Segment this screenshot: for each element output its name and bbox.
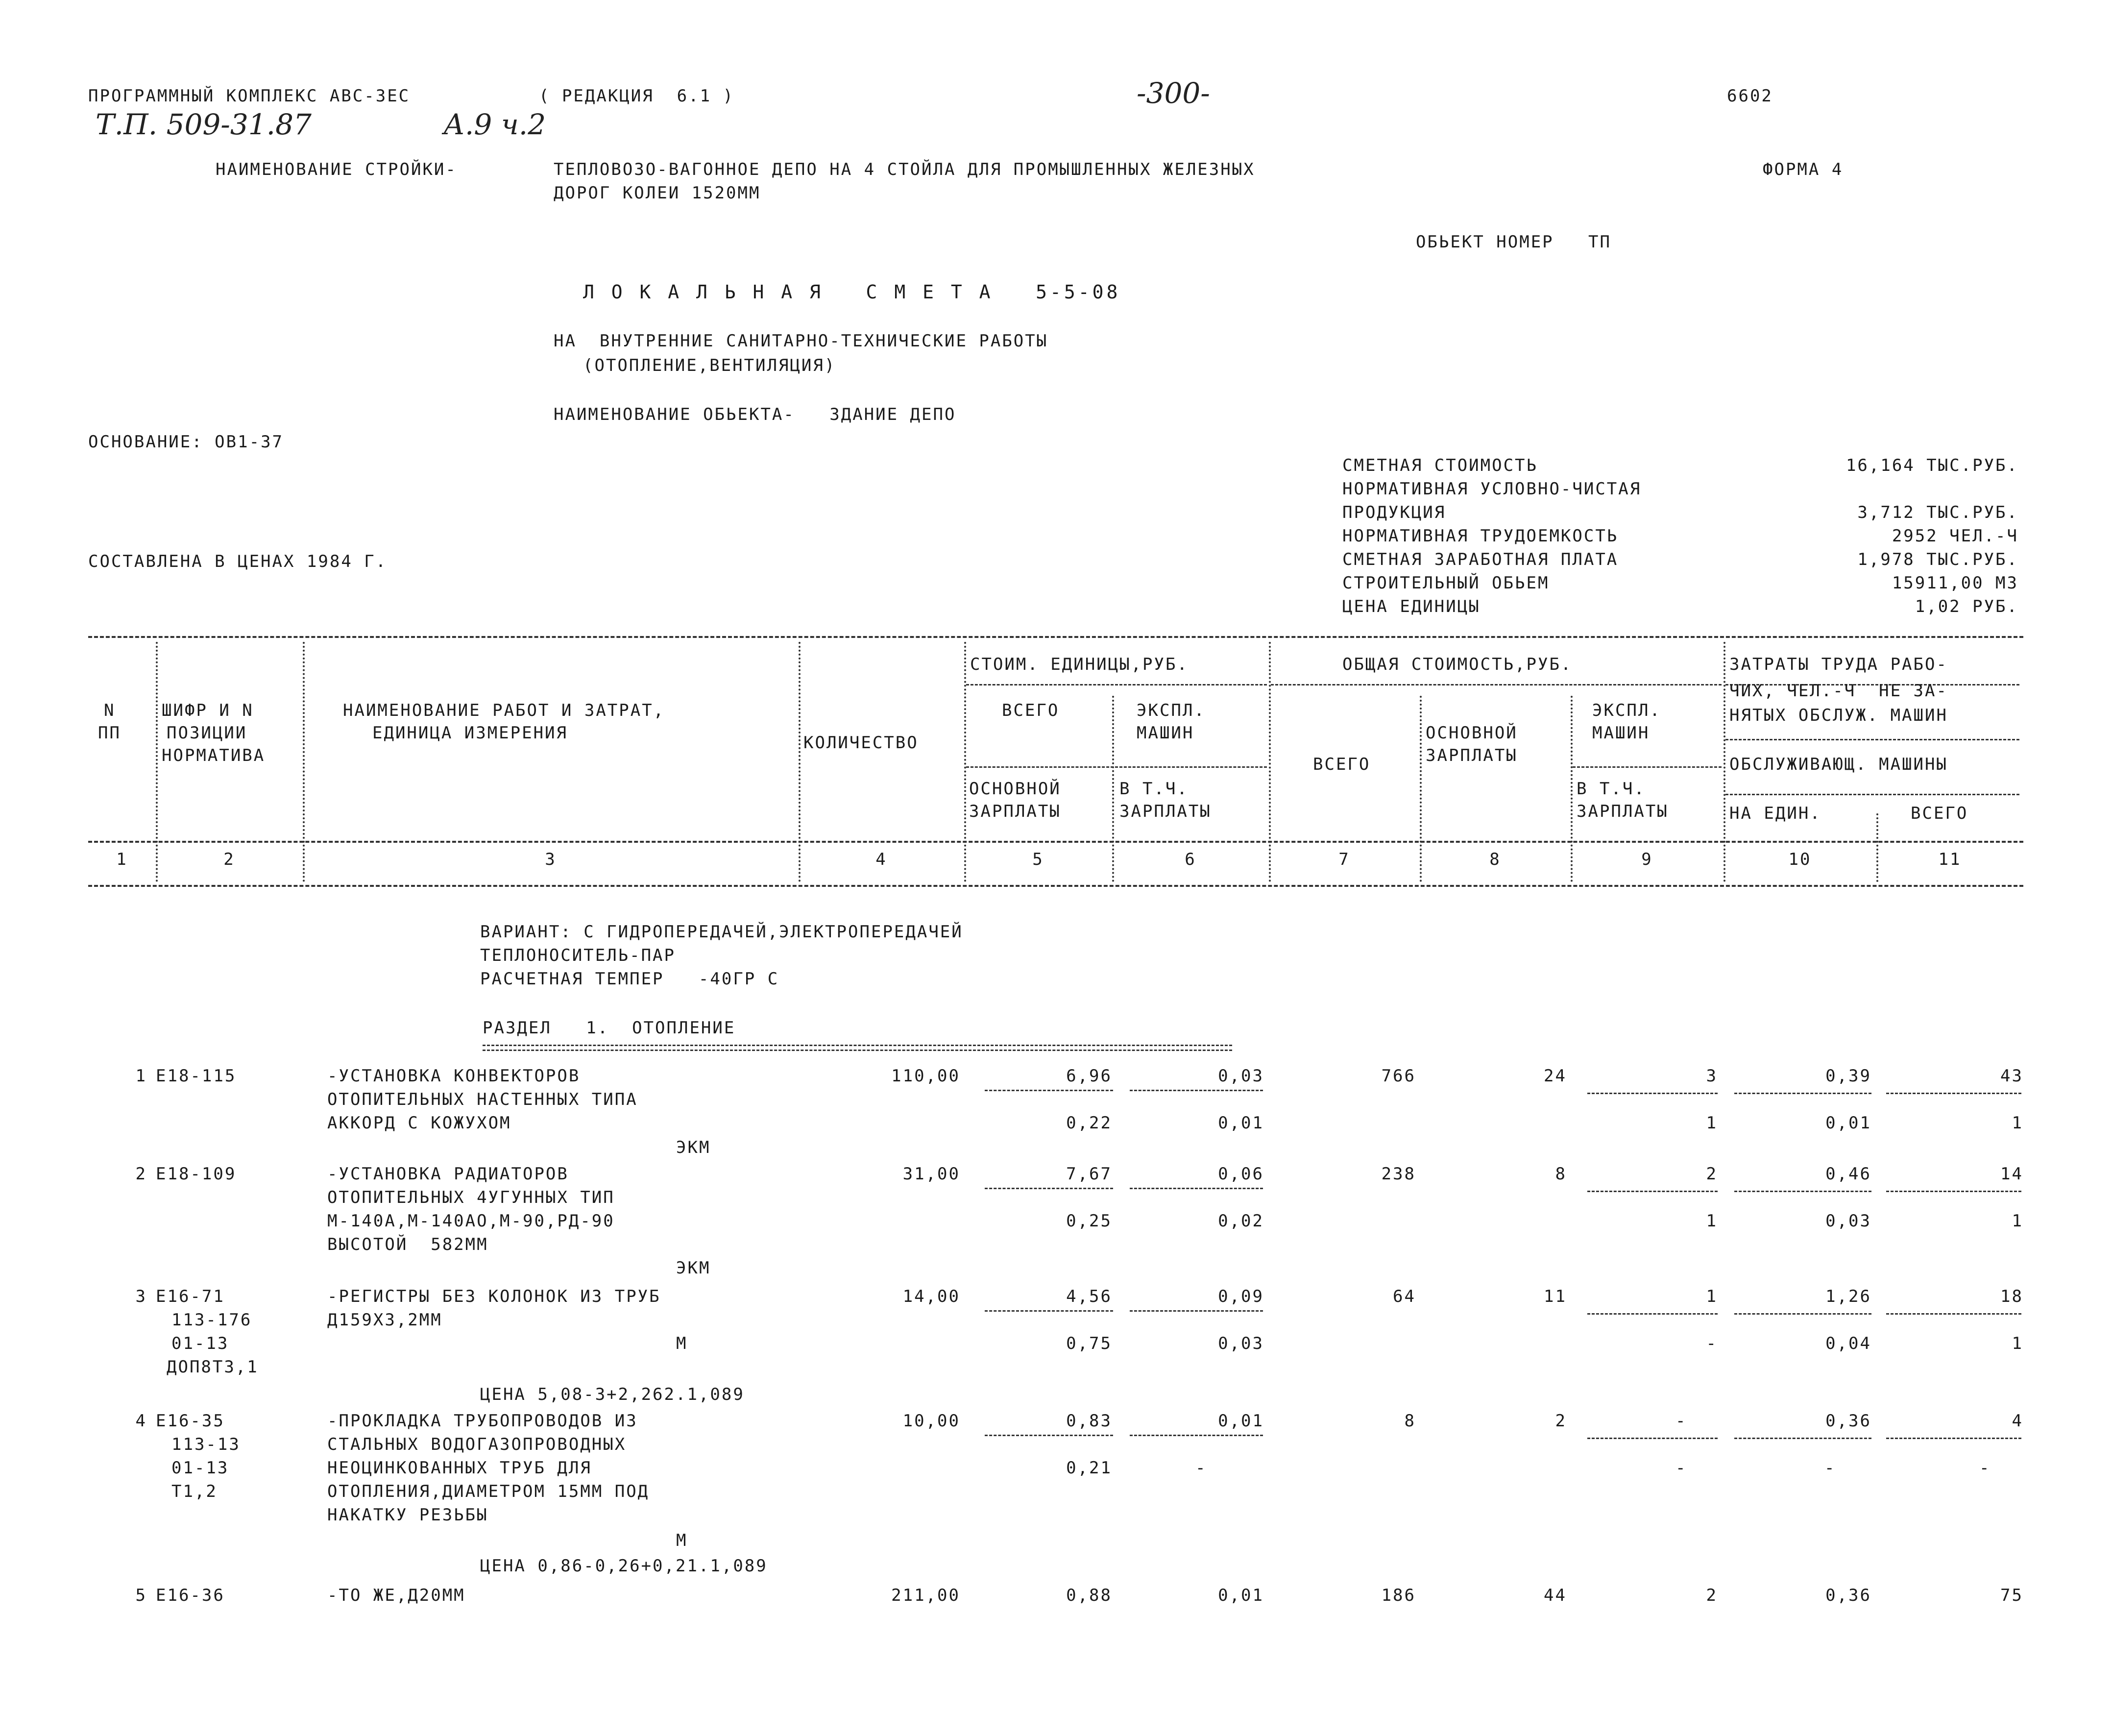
- row-total-machine: -: [1675, 1411, 1687, 1431]
- header-unit-mach-line1: ЭКСПЛ.: [1137, 701, 1206, 720]
- header-col2-line3: НОРМАТИВА: [162, 746, 266, 765]
- handwritten-tp-number: Т.П. 509-31.87: [96, 108, 312, 141]
- header-inner-rule: [1573, 766, 1722, 768]
- section-underline: [483, 1045, 1232, 1046]
- row-quantity: 14,00: [902, 1287, 960, 1306]
- row-code: Е16-71: [156, 1287, 225, 1306]
- row-name-line: М-140А,М-140АО,М-90,РД-90: [327, 1211, 615, 1231]
- basis: ОСНОВАНИЕ: ОВ1-37: [88, 432, 284, 452]
- row-name-line: НЕОЦИНКОВАННЫХ ТРУБ ДЛЯ: [327, 1458, 592, 1478]
- page-number-handwritten: -300-: [1137, 76, 1210, 110]
- row-code: Е16-36: [156, 1586, 225, 1605]
- row-total-machine: 1: [1706, 1287, 1718, 1306]
- summary-label-volume: СТРОИТЕЛЬНЫЙ ОБЬЕМ: [1342, 573, 1550, 593]
- summary-label-estimate: СМЕТНАЯ СТОИМОСТЬ: [1342, 456, 1538, 475]
- row-name-line: -РЕГИСТРЫ БЕЗ КОЛОНОК ИЗ ТРУБ: [327, 1287, 661, 1306]
- cell-divider: [1587, 1313, 1718, 1315]
- header-inner-rule: [1725, 739, 2019, 740]
- row-code: 113-13: [171, 1435, 241, 1454]
- row-code: ДОП8Т3,1: [167, 1357, 259, 1377]
- summary-value-estimate: 16,164 ТЫС.РУБ.: [1845, 456, 2018, 475]
- column-number: 5: [1032, 850, 1044, 869]
- header-total-incl-line1: В Т.Ч.: [1577, 779, 1646, 799]
- cell-divider: [1886, 1191, 2021, 1192]
- row-unit-machine: 0,03: [1218, 1066, 1264, 1086]
- header-unit-incl-line2: ЗАРПЛАТЫ: [1119, 802, 1212, 821]
- row-total-basic-wage: 8: [1555, 1164, 1567, 1184]
- row-code: 01-13: [171, 1458, 229, 1478]
- row-quantity: 110,00: [891, 1066, 960, 1086]
- variant-line2: ТЕПЛОНОСИТЕЛЬ-ПАР: [480, 946, 676, 965]
- row-unit-basic-wage: 0,21: [1066, 1458, 1112, 1478]
- row-labor-per-unit: 1,26: [1825, 1287, 1871, 1306]
- cell-divider: [1886, 1093, 2021, 1094]
- header-col1-line2: ПП: [98, 723, 121, 743]
- row-labor-per-unit: 0,36: [1825, 1586, 1871, 1605]
- column-divider: [1269, 642, 1271, 882]
- header-labor-line3: НЯТЫХ ОБСЛУЖ. МАШИН: [1729, 706, 1948, 725]
- row-price-note: ЦЕНА 0,86-0,26+0,21.1,089: [480, 1556, 768, 1576]
- handwritten-album: А.9 ч.2: [443, 108, 546, 141]
- row-unit-machine: 0,06: [1218, 1164, 1264, 1184]
- summary-value-unit-price: 1,02 РУБ.: [1915, 597, 2018, 616]
- summary-label-unit-price: ЦЕНА ЕДИНИЦЫ: [1342, 597, 1481, 616]
- header-unit-basic-line2: ЗАРПЛАТЫ: [969, 802, 1061, 821]
- row-unit-total: 6,96: [1066, 1066, 1112, 1086]
- cell-divider: [1130, 1090, 1263, 1091]
- row-total: 64: [1393, 1287, 1416, 1306]
- header-col1-line1: N: [104, 701, 116, 720]
- row-unit-basic-wage: 0,22: [1066, 1113, 1112, 1133]
- row-unit: ЭКМ: [676, 1138, 711, 1157]
- header-col3-line2: ЕДИНИЦА ИЗМЕРЕНИЯ: [372, 723, 568, 743]
- row-unit-basic-wage: 0,25: [1066, 1211, 1112, 1231]
- row-unit: М: [676, 1334, 688, 1353]
- row-total-incl-wage: 1: [1706, 1113, 1718, 1133]
- row-labor-per-unit-mach: -: [1824, 1458, 1836, 1478]
- column-number: 10: [1788, 850, 1812, 869]
- row-unit-incl-wage: 0,03: [1218, 1334, 1264, 1353]
- row-total-machine: 2: [1706, 1164, 1718, 1184]
- header-unit-mach-line2: МАШИН: [1137, 723, 1194, 743]
- header-labor-line2: ЧИХ, ЧЕЛ.-Ч НЕ ЗА-: [1729, 681, 1948, 701]
- row-labor-total: 43: [2000, 1066, 2023, 1086]
- works-line1: НА ВНУТРЕННИЕ САНИТАРНО-ТЕХНИЧЕСКИЕ РАБОТЫ: [554, 331, 1048, 351]
- row-number: 4: [135, 1411, 147, 1431]
- row-unit: М: [676, 1531, 688, 1550]
- header-inner-rule: [1271, 684, 1722, 685]
- cell-divider: [985, 1310, 1113, 1312]
- column-divider: [964, 642, 966, 882]
- header-unit-cost: СТОИМ. ЕДИНИЦЫ,РУБ.: [970, 655, 1189, 674]
- header-labor-total: ВСЕГО: [1911, 804, 1968, 823]
- row-name-line: СТАЛЬНЫХ ВОДОГАЗОПРОВОДНЫХ: [327, 1435, 627, 1454]
- row-name-line: -ПРОКЛАДКА ТРУБОПРОВОДОВ ИЗ: [327, 1411, 638, 1431]
- program-title: ПРОГРАММНЫЙ КОМПЛЕКС АВС-3ЕС: [88, 86, 411, 106]
- row-price-note: ЦЕНА 5,08-3+2,262.1,089: [480, 1385, 745, 1404]
- row-name-line: -ТО ЖЕ,Д20ММ: [327, 1586, 465, 1605]
- header-total-basic-line2: ЗАРПЛАТЫ: [1426, 746, 1518, 765]
- row-unit-machine: 0,01: [1218, 1586, 1264, 1605]
- header-total-mach-line2: МАШИН: [1592, 723, 1650, 743]
- summary-value-volume: 15911,00 М3: [1892, 573, 2018, 593]
- header-unit-basic-line1: ОСНОВНОЙ: [969, 779, 1061, 799]
- column-divider: [799, 642, 801, 882]
- cell-divider: [985, 1435, 1113, 1436]
- row-labor-total-mach: -: [1979, 1458, 1991, 1478]
- summary-label-ucp: НОРМАТИВНАЯ УСЛОВНО-ЧИСТАЯ: [1342, 479, 1642, 499]
- row-unit-incl-wage: -: [1195, 1458, 1207, 1478]
- cell-divider: [1587, 1438, 1718, 1439]
- row-unit-machine: 0,01: [1218, 1411, 1264, 1431]
- document-title: Л О К А Л Ь Н А Я С М Е Т А 5-5-08: [583, 281, 1121, 303]
- column-divider: [1724, 642, 1725, 882]
- cell-divider: [1130, 1188, 1263, 1189]
- column-number: 9: [1641, 850, 1653, 869]
- header-col3-line1: НАИМЕНОВАНИЕ РАБОТ И ЗАТРАТ,: [343, 701, 665, 720]
- row-total-incl-wage: -: [1706, 1334, 1718, 1353]
- cell-divider: [1130, 1310, 1263, 1312]
- header-labor-per-unit: НА ЕДИН.: [1729, 804, 1821, 823]
- column-divider: [156, 642, 158, 882]
- column-number: 7: [1338, 850, 1350, 869]
- row-name-line: ОТОПЛЕНИЯ,ДИАМЕТРОМ 15ММ ПОД: [327, 1482, 650, 1501]
- row-unit-total: 7,67: [1066, 1164, 1112, 1184]
- row-labor-total-mach: 1: [2012, 1334, 2023, 1353]
- section-title: РАЗДЕЛ 1. ОТОПЛЕНИЕ: [483, 1018, 736, 1038]
- cell-divider: [1587, 1191, 1718, 1192]
- summary-value-labor: 2952 ЧЕЛ.-Ч: [1892, 526, 2018, 546]
- row-labor-total: 75: [2000, 1586, 2023, 1605]
- header-col2-line1: ШИФР И N: [162, 701, 254, 720]
- variant-line3: РАСЧЕТНАЯ ТЕМПЕР -40ГР С: [480, 969, 779, 989]
- row-total: 186: [1381, 1586, 1416, 1605]
- cell-divider: [985, 1090, 1113, 1091]
- cell-divider: [985, 1188, 1113, 1189]
- row-total: 8: [1404, 1411, 1416, 1431]
- header-total-basic-line1: ОСНОВНОЙ: [1426, 723, 1518, 743]
- header-total-mach-line1: ЭКСПЛ.: [1592, 701, 1661, 720]
- row-total-basic-wage: 2: [1555, 1411, 1567, 1431]
- row-labor-total: 18: [2000, 1287, 2023, 1306]
- prices-year: СОСТАВЛЕНА В ЦЕНАХ 1984 Г.: [88, 552, 388, 571]
- row-code: 01-13: [171, 1334, 229, 1353]
- construction-name-line1: ТЕПЛОВОЗО-ВАГОННОЕ ДЕПО НА 4 СТОЙЛА ДЛЯ ПРОМЫШЛЕННЫХ ЖЕЛЕЗНЫХ: [554, 160, 1255, 179]
- row-code: Е18-109: [156, 1164, 237, 1184]
- column-number: 4: [875, 850, 887, 869]
- row-name-line: ОТОПИТЕЛЬНЫХ НАСТЕННЫХ ТИПА: [327, 1090, 638, 1109]
- row-unit-total: 0,88: [1066, 1586, 1112, 1605]
- row-labor-per-unit: 0,46: [1825, 1164, 1871, 1184]
- row-name-line: ВЫСОТОЙ 582ММ: [327, 1235, 488, 1254]
- object-name: НАИМЕНОВАНИЕ ОБЬЕКТА- ЗДАНИЕ ДЕПО: [554, 405, 956, 424]
- form-number: ФОРМА 4: [1763, 160, 1844, 179]
- construction-name-line2: ДОРОГ КОЛЕИ 1520ММ: [554, 183, 761, 203]
- row-labor-total: 14: [2000, 1164, 2023, 1184]
- column-divider: [1876, 813, 1878, 882]
- row-name-line: АККОРД С КОЖУХОМ: [327, 1113, 511, 1133]
- row-total-machine: 3: [1706, 1066, 1718, 1086]
- row-total-machine: 2: [1706, 1586, 1718, 1605]
- works-line2: (ОТОПЛЕНИЕ,ВЕНТИЛЯЦИЯ): [583, 356, 836, 375]
- row-labor-per-unit: 0,36: [1825, 1411, 1871, 1431]
- cell-divider: [1886, 1438, 2021, 1439]
- row-name-line: -УСТАНОВКА РАДИАТОРОВ: [327, 1164, 569, 1184]
- row-name-line: ОТОПИТЕЛЬНЫХ 4УГУННЫХ ТИП: [327, 1188, 615, 1207]
- row-labor-total-mach: 1: [2012, 1113, 2023, 1133]
- cell-divider: [1734, 1313, 1871, 1315]
- row-total: 766: [1381, 1066, 1416, 1086]
- header-inner-rule: [1725, 794, 2019, 795]
- row-total: 238: [1381, 1164, 1416, 1184]
- row-number: 3: [135, 1287, 147, 1306]
- column-number: 6: [1185, 850, 1196, 869]
- row-labor-per-unit-mach: 0,03: [1825, 1211, 1871, 1231]
- row-name-line: НАКАТКУ РЕЗЬБЫ: [327, 1505, 488, 1525]
- summary-value-wage: 1,978 ТЫС.РУБ.: [1857, 550, 2018, 569]
- cell-divider: [1734, 1191, 1871, 1192]
- row-total-incl-wage: -: [1675, 1458, 1687, 1478]
- summary-label-product: ПРОДУКЦИЯ: [1342, 503, 1446, 522]
- row-labor-total: 4: [2012, 1411, 2023, 1431]
- row-total-basic-wage: 24: [1544, 1066, 1567, 1086]
- row-total-basic-wage: 44: [1544, 1586, 1567, 1605]
- header-unit-total: ВСЕГО: [1002, 701, 1060, 720]
- header-unit-incl-line1: В Т.Ч.: [1119, 779, 1189, 799]
- row-unit: ЭКМ: [676, 1258, 711, 1278]
- header-total-cost: ОБЩАЯ СТОИМОСТЬ,РУБ.: [1342, 655, 1573, 674]
- section-underline: [483, 1050, 1232, 1051]
- row-name-line: Д159Х3,2ММ: [327, 1310, 442, 1330]
- row-unit-total: 4,56: [1066, 1287, 1112, 1306]
- row-code: Е16-35: [156, 1411, 225, 1431]
- row-name-line: -УСТАНОВКА КОНВЕКТОРОВ: [327, 1066, 581, 1086]
- row-unit-machine: 0,09: [1218, 1287, 1264, 1306]
- row-quantity: 211,00: [891, 1586, 960, 1605]
- object-number: ОБЬЕКТ НОМЕР ТП: [1416, 232, 1611, 252]
- header-total-incl-line2: ЗАРПЛАТЫ: [1577, 802, 1669, 821]
- summary-label-labor: НОРМАТИВНАЯ ТРУДОЕМКОСТЬ: [1342, 526, 1619, 546]
- column-divider: [303, 642, 305, 882]
- header-inner-rule: [966, 766, 1267, 768]
- row-labor-per-unit-mach: 0,04: [1825, 1334, 1871, 1353]
- table-top-rule: [88, 636, 2023, 638]
- row-quantity: 31,00: [902, 1164, 960, 1184]
- column-number: 2: [223, 850, 235, 869]
- summary-label-wage: СМЕТНАЯ ЗАРАБОТНАЯ ПЛАТА: [1342, 550, 1619, 569]
- row-unit-incl-wage: 0,01: [1218, 1113, 1264, 1133]
- variant-line1: ВАРИАНТ: С ГИДРОПЕРЕДАЧЕЙ,ЭЛЕКТРОПЕРЕДАЧЕЙ: [480, 922, 963, 942]
- cell-divider: [1587, 1093, 1718, 1094]
- row-code: 113-176: [171, 1310, 252, 1330]
- row-total-basic-wage: 11: [1544, 1287, 1567, 1306]
- row-labor-per-unit-mach: 0,01: [1825, 1113, 1871, 1133]
- row-code: Т1,2: [171, 1482, 218, 1501]
- row-number: 1: [135, 1066, 147, 1086]
- row-unit-incl-wage: 0,02: [1218, 1211, 1264, 1231]
- row-code: Е18-115: [156, 1066, 237, 1086]
- row-quantity: 10,00: [902, 1411, 960, 1431]
- row-labor-per-unit: 0,39: [1825, 1066, 1871, 1086]
- cell-divider: [1734, 1438, 1871, 1439]
- row-total-incl-wage: 1: [1706, 1211, 1718, 1231]
- row-unit-total: 0,83: [1066, 1411, 1112, 1431]
- row-number: 5: [135, 1586, 147, 1605]
- column-number: 11: [1938, 850, 1962, 869]
- construction-label: НАИМЕНОВАНИЕ СТРОЙКИ-: [216, 160, 457, 179]
- column-number: 1: [116, 850, 128, 869]
- cell-divider: [1734, 1093, 1871, 1094]
- row-unit-basic-wage: 0,75: [1066, 1334, 1112, 1353]
- header-inner-rule: [966, 684, 1267, 685]
- row-labor-total-mach: 1: [2012, 1211, 2023, 1231]
- cell-divider: [1886, 1313, 2021, 1315]
- document-code: 6602: [1727, 86, 1773, 106]
- program-edition: ( РЕДАКЦИЯ 6.1 ): [539, 86, 734, 106]
- header-labor-line1: ЗАТРАТЫ ТРУДА РАБО-: [1729, 655, 1948, 674]
- cell-divider: [1130, 1435, 1263, 1436]
- header-total-all: ВСЕГО: [1313, 755, 1371, 774]
- header-col4-quantity: КОЛИЧЕСТВО: [803, 733, 919, 753]
- row-number: 2: [135, 1164, 147, 1184]
- header-labor-line4: ОБСЛУЖИВАЮЩ. МАШИНЫ: [1729, 755, 1948, 774]
- table-header-rule: [88, 841, 2023, 843]
- column-number: 8: [1489, 850, 1501, 869]
- table-numbers-rule: [88, 885, 2023, 887]
- summary-value-product: 3,712 ТЫС.РУБ.: [1857, 503, 2018, 522]
- column-number: 3: [545, 850, 557, 869]
- header-col2-line2: ПОЗИЦИИ: [167, 723, 247, 743]
